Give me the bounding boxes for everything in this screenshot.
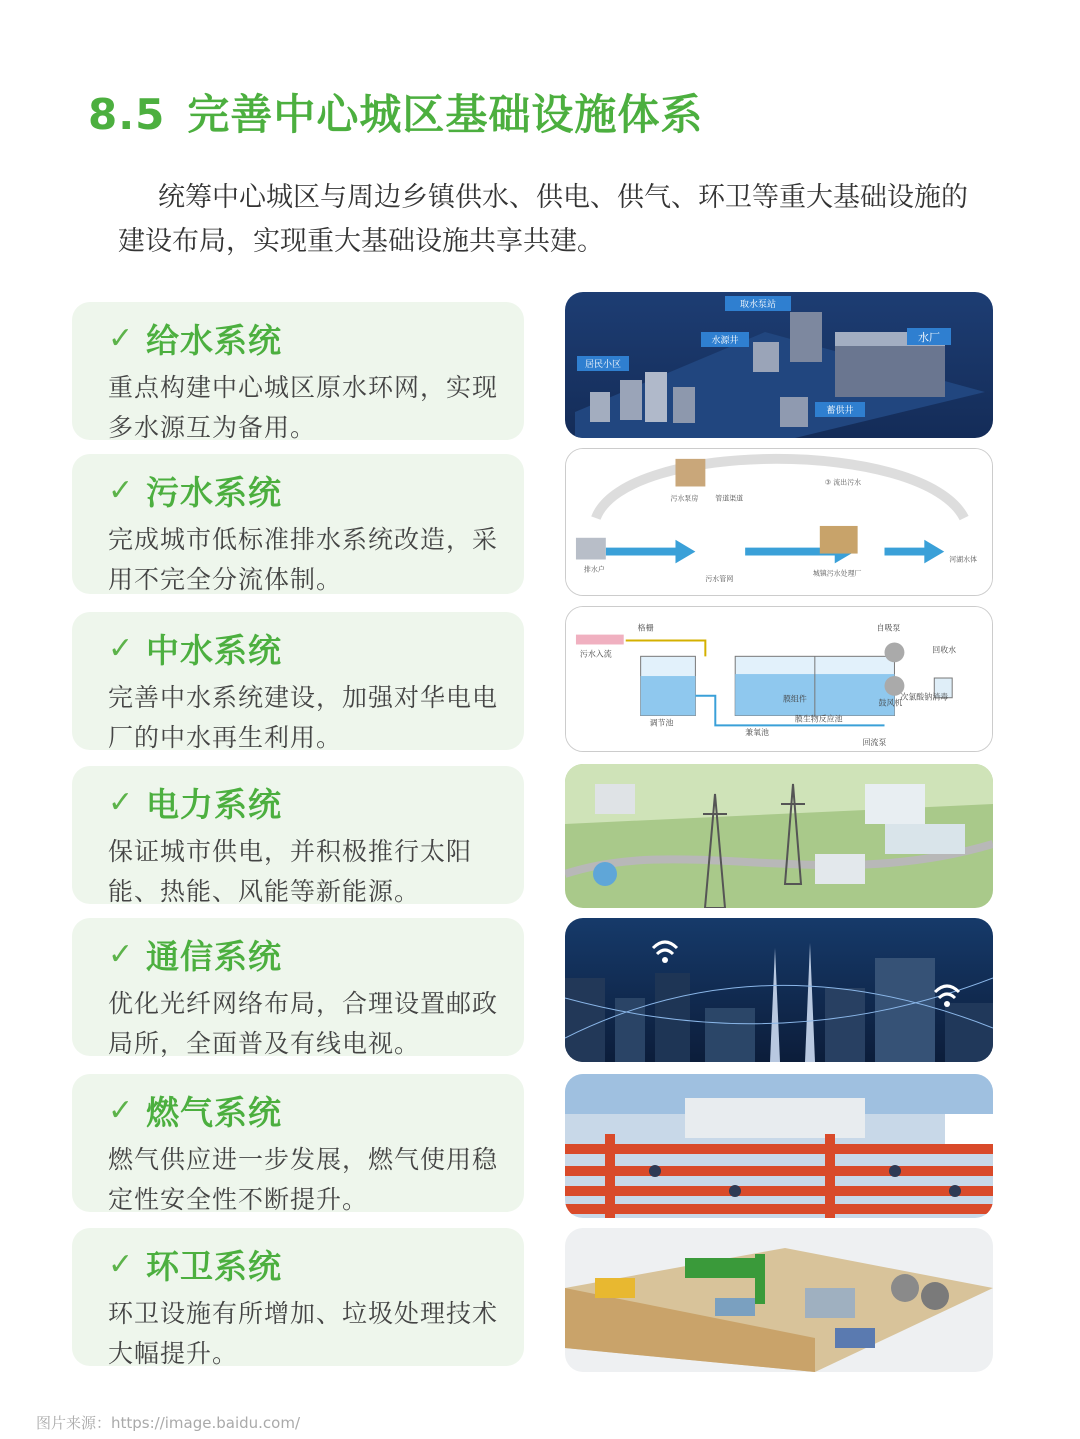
card-sanitation bbox=[72, 1228, 524, 1366]
card-reclaimed-water bbox=[72, 612, 524, 750]
sewage-label: 河湖水体 bbox=[949, 555, 978, 564]
reclaimed-label: 鼓风机 bbox=[878, 698, 903, 708]
reclaimed-label: 兼氧池 bbox=[745, 728, 769, 738]
card-description: 保证城市供电，并积极推行太阳能、热能、风能等新能源。 bbox=[108, 837, 473, 906]
reclaimed-label: 自吸泵 bbox=[876, 623, 901, 633]
reclaimed-label: 回流泵 bbox=[862, 738, 887, 748]
card-title: 给水系统 bbox=[146, 320, 282, 360]
sewage-label: 城镇污水处理厂 bbox=[812, 569, 862, 578]
card-title: 中水系统 bbox=[146, 630, 282, 670]
check-icon: ✓ bbox=[108, 630, 134, 666]
reclaimed-water-diagram bbox=[565, 606, 993, 752]
check-icon: ✓ bbox=[108, 1092, 134, 1128]
reclaimed-label: 回收水 bbox=[932, 645, 957, 655]
reclaimed-label: 膜生物反应池 bbox=[794, 714, 843, 724]
water-label: 蓄供井 bbox=[826, 406, 854, 416]
sanitation-facility-image bbox=[565, 1228, 993, 1372]
intro-paragraph: 统筹中心城区与周边乡镇供水、供电、供气、环卫等重大基础设施的建设布局，实现重大基础设施共享共建。 bbox=[118, 182, 968, 257]
reclaimed-label: 污水入流 bbox=[579, 649, 612, 659]
section-heading: 完善中心城区基础设施体系 bbox=[187, 90, 704, 139]
card-description: 重点构建中心城区原水环网，实现多水源互为备用。 bbox=[108, 373, 499, 442]
reclaimed-label: 次氯酸钠消毒 bbox=[900, 692, 949, 702]
reclaimed-label: 格栅 bbox=[637, 623, 654, 633]
sewage-label: 排水户 bbox=[583, 565, 605, 574]
check-icon: ✓ bbox=[108, 472, 134, 508]
card-telecom bbox=[72, 918, 524, 1056]
card-sewage bbox=[72, 454, 524, 594]
water-label: 水源井 bbox=[711, 336, 739, 346]
card-description: 优化光纤网络布局，合理设置邮政局所，全面普及有线电视。 bbox=[108, 989, 499, 1058]
power-system-image bbox=[565, 764, 993, 908]
section-title bbox=[88, 82, 703, 142]
sewage-label: 污水管网 bbox=[705, 575, 734, 584]
reclaimed-label: 膜组件 bbox=[782, 694, 807, 704]
card-description: 燃气供应进一步发展，燃气使用稳定性安全性不断提升。 bbox=[108, 1145, 499, 1214]
card-gas bbox=[72, 1074, 524, 1212]
card-title: 通信系统 bbox=[146, 936, 282, 976]
card-title: 环卫系统 bbox=[146, 1246, 282, 1286]
sewage-label: 管道渠道 bbox=[715, 494, 744, 503]
section-number: 8.5 bbox=[88, 90, 166, 139]
card-water-supply bbox=[72, 302, 524, 440]
check-icon: ✓ bbox=[108, 1246, 134, 1282]
card-title: 污水系统 bbox=[146, 472, 282, 512]
check-icon: ✓ bbox=[108, 784, 134, 820]
card-title: 燃气系统 bbox=[146, 1092, 282, 1132]
card-power bbox=[72, 766, 524, 904]
check-icon: ✓ bbox=[108, 936, 134, 972]
card-description: 完成城市低标准排水系统改造，采用不完全分流体制。 bbox=[108, 525, 499, 594]
sewage-label: 污水泵房 bbox=[670, 494, 699, 503]
water-label: 取水泵站 bbox=[739, 300, 777, 310]
gas-pipeline-image bbox=[565, 1074, 993, 1218]
sewage-label: ③ 流出污水 bbox=[824, 478, 862, 487]
check-icon: ✓ bbox=[108, 320, 134, 356]
water-supply-diagram bbox=[565, 292, 993, 438]
reclaimed-label: 调节池 bbox=[649, 718, 674, 728]
water-label: 居民小区 bbox=[584, 360, 622, 370]
telecom-city-image bbox=[565, 918, 993, 1062]
card-title: 电力系统 bbox=[146, 784, 282, 824]
card-description: 完善中水系统建设，加强对华电电厂的中水再生利用。 bbox=[108, 683, 499, 752]
sewage-diagram bbox=[565, 448, 993, 596]
water-label: 水厂 bbox=[918, 331, 940, 344]
image-source: 图片来源：https://image.baidu.com/ bbox=[36, 1414, 301, 1432]
card-description: 环卫设施有所增加、垃圾处理技术大幅提升。 bbox=[108, 1299, 499, 1368]
